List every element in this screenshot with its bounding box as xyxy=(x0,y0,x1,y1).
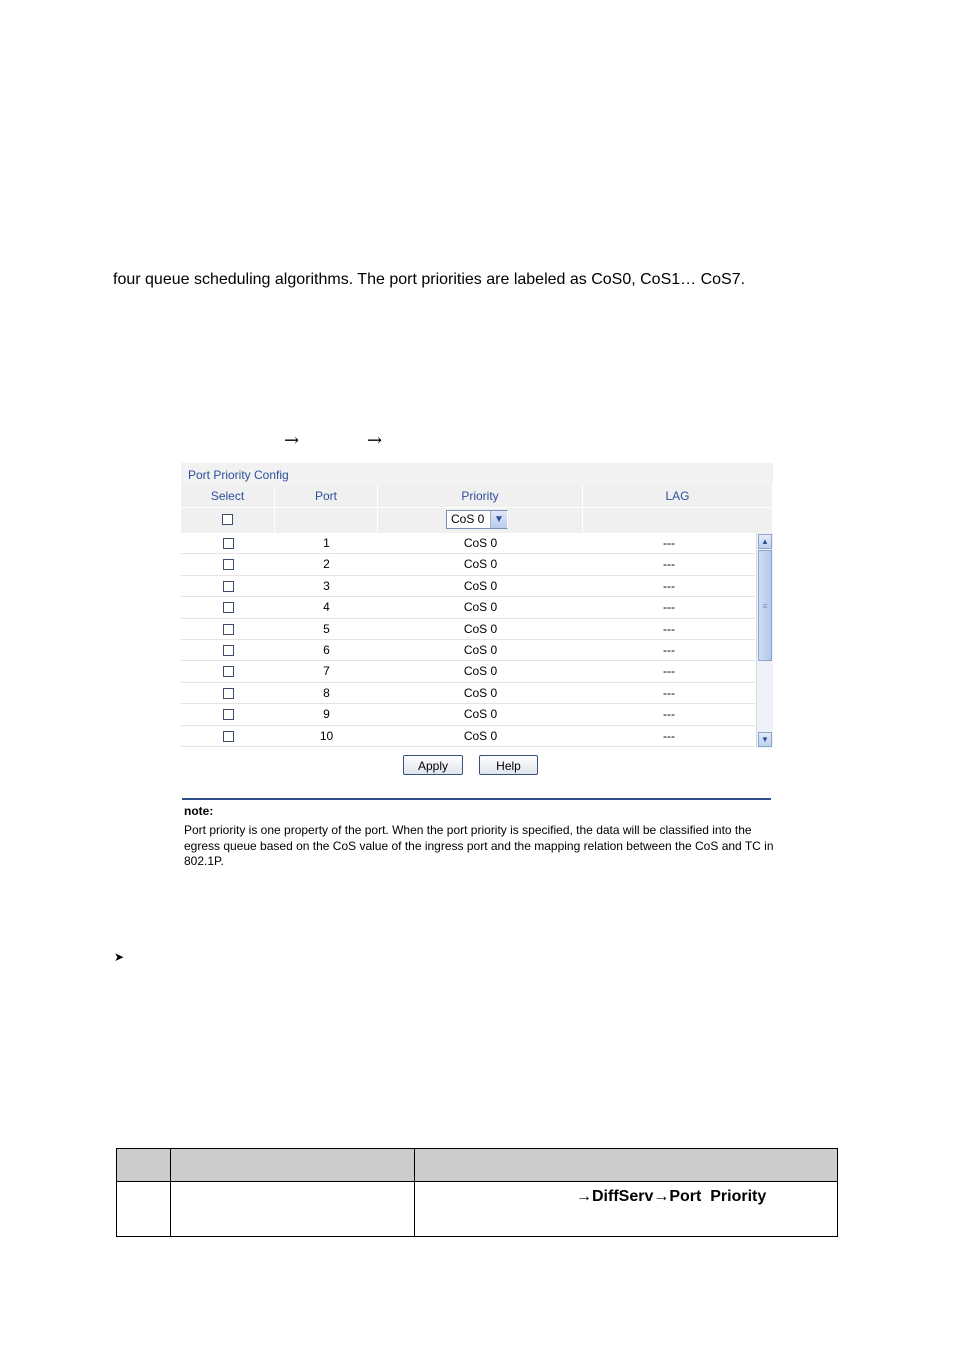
chevron-down-icon[interactable]: ▼ xyxy=(490,511,507,528)
port-cell: 5 xyxy=(323,621,330,636)
apply-button[interactable]: Apply xyxy=(403,755,463,775)
priority-cell: CoS 0 xyxy=(463,557,498,572)
nav-arrow: → xyxy=(284,430,300,451)
nav-arrow: → xyxy=(367,430,383,451)
lag-cell: --- xyxy=(663,664,675,679)
port-cell: 4 xyxy=(323,600,330,615)
select-all-checkbox[interactable] xyxy=(222,514,233,525)
port-list xyxy=(181,533,773,748)
table-header-row xyxy=(117,1149,838,1182)
panel-title: Port Priority Config xyxy=(181,463,773,485)
table-row xyxy=(181,726,755,747)
table-row xyxy=(181,661,755,682)
lag-cell: --- xyxy=(663,536,675,550)
port-select-checkbox[interactable] xyxy=(223,666,234,677)
priority-cell: CoS 0 xyxy=(463,685,498,700)
triangle-up-icon[interactable]: ▲ xyxy=(758,534,772,549)
column-header-port: Port xyxy=(275,485,378,507)
lag-cell: --- xyxy=(663,600,675,615)
port-cell: 6 xyxy=(323,642,330,657)
port-select-checkbox[interactable] xyxy=(223,581,234,592)
priority-cell: CoS 0 xyxy=(463,621,498,636)
table-row xyxy=(181,533,755,554)
table-row xyxy=(181,619,755,640)
lag-cell: --- xyxy=(663,642,675,657)
port-select-checkbox[interactable] xyxy=(223,538,234,549)
steps-table xyxy=(116,1148,838,1237)
port-select-checkbox[interactable] xyxy=(223,624,234,635)
port-cell: 1 xyxy=(323,536,330,550)
bullet-arrow-icon: ➤ xyxy=(114,950,125,964)
priority-dropdown-value: CoS 0 xyxy=(451,512,485,526)
scrollbar-thumb[interactable]: ≡ xyxy=(758,550,772,661)
priority-cell: CoS 0 xyxy=(463,664,498,679)
port-cell: 7 xyxy=(323,664,330,679)
note-title: note: xyxy=(184,804,214,818)
port-select-checkbox[interactable] xyxy=(223,688,234,699)
port-cell: 3 xyxy=(323,578,330,593)
triangle-down-icon[interactable]: ▼ xyxy=(758,732,772,747)
port-cell: 10 xyxy=(319,728,334,743)
port-rows xyxy=(181,533,755,747)
table-row xyxy=(181,554,755,575)
table-row xyxy=(181,576,755,597)
lag-cell: --- xyxy=(663,578,675,593)
intro-text: four queue scheduling algorithms. The port priorities are labeled as CoS0, CoS1… CoS7. xyxy=(113,271,746,288)
column-header-select: Select xyxy=(181,485,275,507)
nav-path: →DiffServ→Port Priority xyxy=(415,1182,838,1237)
lag-cell: --- xyxy=(663,685,675,700)
priority-cell: CoS 0 xyxy=(463,600,498,615)
lag-cell: --- xyxy=(663,557,675,572)
port-select-checkbox[interactable] xyxy=(223,559,234,570)
table-row xyxy=(181,704,755,725)
priority-cell: CoS 0 xyxy=(463,728,498,743)
table-row xyxy=(181,683,755,704)
column-header-lag: LAG xyxy=(583,485,773,507)
port-cell: 8 xyxy=(323,685,330,700)
lag-cell: --- xyxy=(663,707,675,722)
lag-cell: --- xyxy=(663,621,675,636)
note-divider xyxy=(182,798,771,800)
port-select-checkbox[interactable] xyxy=(223,602,234,613)
table-row xyxy=(181,640,755,661)
port-select-checkbox[interactable] xyxy=(223,731,234,742)
priority-dropdown[interactable] xyxy=(446,510,508,529)
lag-cell: --- xyxy=(663,728,675,743)
port-select-checkbox[interactable] xyxy=(223,709,234,720)
table-row xyxy=(181,597,755,618)
table-row xyxy=(117,1182,838,1237)
priority-cell: CoS 0 xyxy=(463,707,498,722)
port-priority-panel xyxy=(181,463,773,748)
table-header xyxy=(181,485,773,507)
port-select-checkbox[interactable] xyxy=(223,645,234,656)
port-cell: 2 xyxy=(323,557,330,572)
note-text: Port priority is one property of the port. When the port priority is specified, the data will be classified into the egress queue based on the CoS value of the ingress port and the mapping relation between the CoS and TC in 802.1P. xyxy=(184,823,774,868)
priority-cell: CoS 0 xyxy=(463,536,498,550)
priority-cell: CoS 0 xyxy=(463,578,498,593)
vertical-scrollbar[interactable] xyxy=(756,533,773,748)
column-header-priority: Priority xyxy=(378,485,583,507)
priority-cell: CoS 0 xyxy=(463,642,498,657)
help-button[interactable]: Help xyxy=(479,755,538,775)
port-cell: 9 xyxy=(323,707,330,722)
batch-select-row xyxy=(181,507,773,533)
